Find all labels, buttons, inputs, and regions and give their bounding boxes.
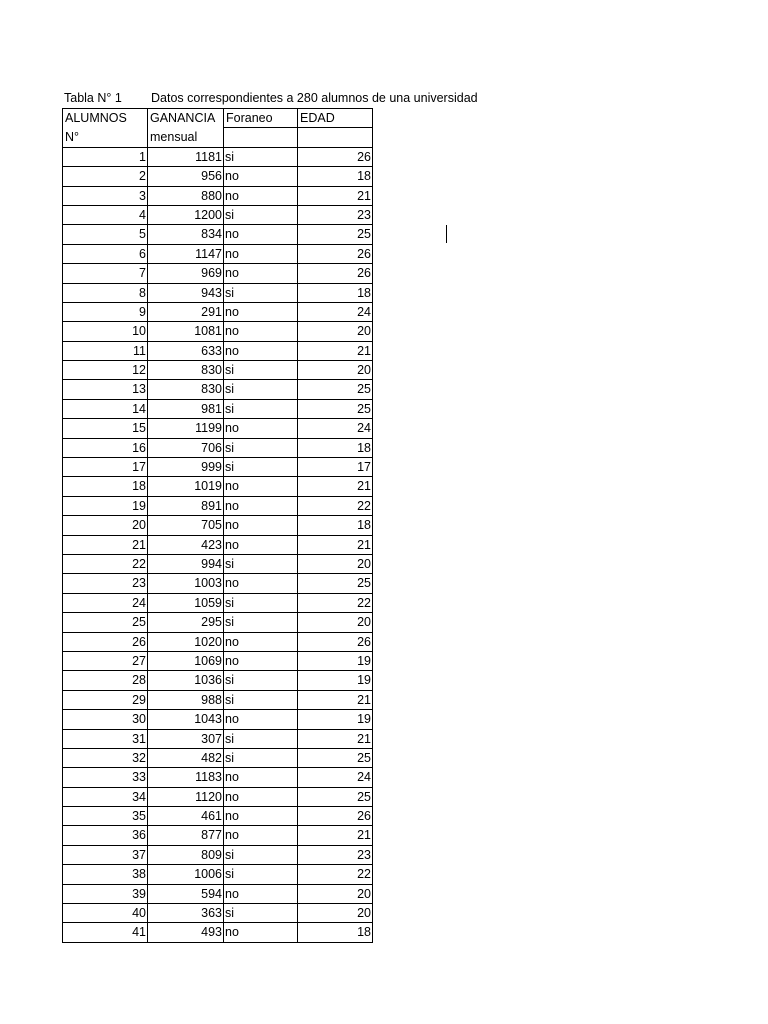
cell-foraneo: no bbox=[224, 497, 298, 516]
cell-alumno-number: 31 bbox=[62, 730, 148, 749]
cell-foraneo: no bbox=[224, 264, 298, 283]
cell-edad: 20 bbox=[298, 904, 373, 923]
table-row bbox=[62, 691, 373, 710]
cell-alumno-number: 32 bbox=[62, 749, 148, 768]
cell-foraneo: si bbox=[224, 691, 298, 710]
cell-foraneo: si bbox=[224, 555, 298, 574]
table-row bbox=[62, 167, 373, 186]
cell-edad: 25 bbox=[298, 380, 373, 399]
cell-foraneo: si bbox=[224, 594, 298, 613]
cell-alumno-number: 24 bbox=[62, 594, 148, 613]
data-table bbox=[62, 108, 373, 943]
table-row bbox=[62, 342, 373, 361]
cell-foraneo: no bbox=[224, 516, 298, 535]
table-row bbox=[62, 322, 373, 341]
cell-alumno-number: 4 bbox=[62, 206, 148, 225]
cell-ganancia-mensual: 956 bbox=[148, 167, 224, 186]
cell-alumno-number: 18 bbox=[62, 477, 148, 496]
table-row bbox=[62, 380, 373, 399]
cell-alumno-number: 6 bbox=[62, 245, 148, 264]
table-row bbox=[62, 613, 373, 632]
cell-edad: 19 bbox=[298, 710, 373, 729]
text-cursor bbox=[446, 225, 447, 243]
table-row bbox=[62, 536, 373, 555]
cell-edad: 25 bbox=[298, 400, 373, 419]
cell-edad: 21 bbox=[298, 477, 373, 496]
cell-ganancia-mensual: 830 bbox=[148, 361, 224, 380]
cell-ganancia-mensual: 880 bbox=[148, 187, 224, 206]
cell-alumno-number: 30 bbox=[62, 710, 148, 729]
header-alumnos: ALUMNOS bbox=[62, 109, 148, 128]
table-row bbox=[62, 458, 373, 477]
cell-foraneo: no bbox=[224, 419, 298, 438]
cell-ganancia-mensual: 423 bbox=[148, 536, 224, 555]
cell-edad: 23 bbox=[298, 206, 373, 225]
cell-ganancia-mensual: 1036 bbox=[148, 671, 224, 690]
cell-foraneo: no bbox=[224, 710, 298, 729]
cell-alumno-number: 5 bbox=[62, 225, 148, 244]
cell-edad: 19 bbox=[298, 652, 373, 671]
cell-edad: 22 bbox=[298, 497, 373, 516]
cell-alumno-number: 33 bbox=[62, 768, 148, 787]
cell-alumno-number: 12 bbox=[62, 361, 148, 380]
cell-ganancia-mensual: 1200 bbox=[148, 206, 224, 225]
cell-edad: 20 bbox=[298, 613, 373, 632]
cell-edad: 21 bbox=[298, 826, 373, 845]
cell-ganancia-mensual: 809 bbox=[148, 846, 224, 865]
cell-edad: 26 bbox=[298, 245, 373, 264]
cell-ganancia-mensual: 943 bbox=[148, 284, 224, 303]
cell-edad: 25 bbox=[298, 749, 373, 768]
cell-foraneo: si bbox=[224, 671, 298, 690]
cell-edad: 26 bbox=[298, 807, 373, 826]
cell-foraneo: si bbox=[224, 284, 298, 303]
cell-ganancia-mensual: 1199 bbox=[148, 419, 224, 438]
table-row bbox=[62, 749, 373, 768]
table-caption: Datos correspondientes a 280 alumnos de una universidad bbox=[151, 91, 478, 105]
cell-ganancia-mensual: 363 bbox=[148, 904, 224, 923]
cell-edad: 24 bbox=[298, 768, 373, 787]
cell-edad: 18 bbox=[298, 923, 373, 942]
cell-edad: 26 bbox=[298, 148, 373, 167]
cell-foraneo: no bbox=[224, 342, 298, 361]
cell-foraneo: si bbox=[224, 613, 298, 632]
cell-foraneo: no bbox=[224, 322, 298, 341]
cell-edad: 20 bbox=[298, 885, 373, 904]
table-row bbox=[62, 788, 373, 807]
header-foraneo-empty bbox=[224, 128, 298, 147]
cell-ganancia-mensual: 834 bbox=[148, 225, 224, 244]
table-row bbox=[62, 419, 373, 438]
cell-edad: 22 bbox=[298, 865, 373, 884]
table-row bbox=[62, 807, 373, 826]
cell-foraneo: no bbox=[224, 633, 298, 652]
table-row bbox=[62, 652, 373, 671]
table-row bbox=[62, 264, 373, 283]
cell-edad: 21 bbox=[298, 691, 373, 710]
cell-alumno-number: 34 bbox=[62, 788, 148, 807]
cell-edad: 21 bbox=[298, 342, 373, 361]
cell-edad: 24 bbox=[298, 303, 373, 322]
cell-alumno-number: 11 bbox=[62, 342, 148, 361]
cell-edad: 25 bbox=[298, 574, 373, 593]
cell-ganancia-mensual: 295 bbox=[148, 613, 224, 632]
cell-edad: 18 bbox=[298, 284, 373, 303]
cell-alumno-number: 39 bbox=[62, 885, 148, 904]
cell-edad: 25 bbox=[298, 225, 373, 244]
cell-foraneo: no bbox=[224, 885, 298, 904]
cell-ganancia-mensual: 1019 bbox=[148, 477, 224, 496]
cell-foraneo: no bbox=[224, 807, 298, 826]
cell-foraneo: no bbox=[224, 923, 298, 942]
cell-ganancia-mensual: 1043 bbox=[148, 710, 224, 729]
cell-ganancia-mensual: 1081 bbox=[148, 322, 224, 341]
cell-foraneo: si bbox=[224, 749, 298, 768]
cell-foraneo: no bbox=[224, 652, 298, 671]
table-row bbox=[62, 885, 373, 904]
cell-edad: 18 bbox=[298, 439, 373, 458]
cell-ganancia-mensual: 1147 bbox=[148, 245, 224, 264]
cell-ganancia-mensual: 291 bbox=[148, 303, 224, 322]
cell-alumno-number: 27 bbox=[62, 652, 148, 671]
cell-edad: 21 bbox=[298, 187, 373, 206]
cell-foraneo: no bbox=[224, 574, 298, 593]
cell-alumno-number: 7 bbox=[62, 264, 148, 283]
cell-alumno-number: 38 bbox=[62, 865, 148, 884]
cell-edad: 20 bbox=[298, 555, 373, 574]
table-row bbox=[62, 594, 373, 613]
table-row bbox=[62, 245, 373, 264]
table-row bbox=[62, 768, 373, 787]
cell-foraneo: si bbox=[224, 865, 298, 884]
table-row bbox=[62, 730, 373, 749]
cell-ganancia-mensual: 493 bbox=[148, 923, 224, 942]
cell-ganancia-mensual: 994 bbox=[148, 555, 224, 574]
cell-edad: 22 bbox=[298, 594, 373, 613]
cell-ganancia-mensual: 969 bbox=[148, 264, 224, 283]
cell-ganancia-mensual: 633 bbox=[148, 342, 224, 361]
cell-edad: 26 bbox=[298, 264, 373, 283]
cell-foraneo: no bbox=[224, 768, 298, 787]
table-row bbox=[62, 477, 373, 496]
cell-ganancia-mensual: 705 bbox=[148, 516, 224, 535]
cell-alumno-number: 28 bbox=[62, 671, 148, 690]
table-row bbox=[62, 710, 373, 729]
cell-edad: 23 bbox=[298, 846, 373, 865]
cell-alumno-number: 20 bbox=[62, 516, 148, 535]
table-row bbox=[62, 361, 373, 380]
cell-foraneo: si bbox=[224, 148, 298, 167]
cell-foraneo: si bbox=[224, 458, 298, 477]
table-row bbox=[62, 846, 373, 865]
cell-alumno-number: 29 bbox=[62, 691, 148, 710]
cell-edad: 17 bbox=[298, 458, 373, 477]
cell-foraneo: no bbox=[224, 187, 298, 206]
cell-ganancia-mensual: 999 bbox=[148, 458, 224, 477]
cell-edad: 26 bbox=[298, 633, 373, 652]
cell-ganancia-mensual: 307 bbox=[148, 730, 224, 749]
cell-ganancia-mensual: 461 bbox=[148, 807, 224, 826]
table-row bbox=[62, 439, 373, 458]
cell-edad: 25 bbox=[298, 788, 373, 807]
cell-foraneo: si bbox=[224, 904, 298, 923]
cell-alumno-number: 23 bbox=[62, 574, 148, 593]
header-foraneo: Foraneo bbox=[224, 109, 298, 128]
table-row bbox=[62, 574, 373, 593]
table-header-row bbox=[62, 109, 373, 128]
cell-foraneo: no bbox=[224, 245, 298, 264]
table-row bbox=[62, 633, 373, 652]
table-body bbox=[62, 148, 373, 943]
cell-alumno-number: 35 bbox=[62, 807, 148, 826]
cell-edad: 21 bbox=[298, 536, 373, 555]
header-ganancia-mensual: mensual bbox=[148, 128, 224, 147]
cell-alumno-number: 3 bbox=[62, 187, 148, 206]
cell-foraneo: no bbox=[224, 225, 298, 244]
table-number-label: Tabla N° 1 bbox=[64, 91, 122, 105]
table-row bbox=[62, 555, 373, 574]
cell-alumno-number: 21 bbox=[62, 536, 148, 555]
cell-alumno-number: 13 bbox=[62, 380, 148, 399]
table-row bbox=[62, 497, 373, 516]
table-row bbox=[62, 284, 373, 303]
cell-alumno-number: 19 bbox=[62, 497, 148, 516]
cell-alumno-number: 40 bbox=[62, 904, 148, 923]
cell-ganancia-mensual: 981 bbox=[148, 400, 224, 419]
cell-edad: 18 bbox=[298, 167, 373, 186]
cell-edad: 21 bbox=[298, 730, 373, 749]
header-edad: EDAD bbox=[298, 109, 373, 128]
header-edad-empty bbox=[298, 128, 373, 147]
cell-foraneo: si bbox=[224, 846, 298, 865]
cell-ganancia-mensual: 1069 bbox=[148, 652, 224, 671]
cell-foraneo: si bbox=[224, 206, 298, 225]
header-alumnos-number: N° bbox=[62, 128, 148, 147]
cell-alumno-number: 17 bbox=[62, 458, 148, 477]
cell-foraneo: si bbox=[224, 439, 298, 458]
cell-alumno-number: 25 bbox=[62, 613, 148, 632]
cell-alumno-number: 37 bbox=[62, 846, 148, 865]
table-row bbox=[62, 225, 373, 244]
cell-foraneo: si bbox=[224, 361, 298, 380]
cell-alumno-number: 15 bbox=[62, 419, 148, 438]
cell-foraneo: si bbox=[224, 730, 298, 749]
cell-alumno-number: 36 bbox=[62, 826, 148, 845]
cell-ganancia-mensual: 482 bbox=[148, 749, 224, 768]
header-ganancia: GANANCIA bbox=[148, 109, 224, 128]
cell-alumno-number: 8 bbox=[62, 284, 148, 303]
table-row bbox=[62, 923, 373, 942]
cell-ganancia-mensual: 877 bbox=[148, 826, 224, 845]
cell-edad: 19 bbox=[298, 671, 373, 690]
cell-ganancia-mensual: 1006 bbox=[148, 865, 224, 884]
cell-ganancia-mensual: 891 bbox=[148, 497, 224, 516]
cell-ganancia-mensual: 594 bbox=[148, 885, 224, 904]
table-row bbox=[62, 865, 373, 884]
cell-foraneo: no bbox=[224, 536, 298, 555]
cell-alumno-number: 16 bbox=[62, 439, 148, 458]
cell-edad: 24 bbox=[298, 419, 373, 438]
cell-ganancia-mensual: 1059 bbox=[148, 594, 224, 613]
cell-foraneo: no bbox=[224, 477, 298, 496]
table-row bbox=[62, 206, 373, 225]
cell-ganancia-mensual: 1020 bbox=[148, 633, 224, 652]
cell-foraneo: no bbox=[224, 167, 298, 186]
table-row bbox=[62, 516, 373, 535]
cell-alumno-number: 9 bbox=[62, 303, 148, 322]
cell-ganancia-mensual: 1003 bbox=[148, 574, 224, 593]
cell-foraneo: no bbox=[224, 788, 298, 807]
cell-edad: 20 bbox=[298, 322, 373, 341]
table-row bbox=[62, 400, 373, 419]
cell-alumno-number: 26 bbox=[62, 633, 148, 652]
cell-ganancia-mensual: 830 bbox=[148, 380, 224, 399]
cell-foraneo: no bbox=[224, 826, 298, 845]
table-header-row-2 bbox=[62, 128, 373, 147]
table-row bbox=[62, 904, 373, 923]
cell-foraneo: no bbox=[224, 303, 298, 322]
table-row bbox=[62, 187, 373, 206]
cell-foraneo: si bbox=[224, 400, 298, 419]
cell-ganancia-mensual: 1120 bbox=[148, 788, 224, 807]
table-row bbox=[62, 303, 373, 322]
cell-ganancia-mensual: 1183 bbox=[148, 768, 224, 787]
cell-alumno-number: 2 bbox=[62, 167, 148, 186]
cell-alumno-number: 22 bbox=[62, 555, 148, 574]
cell-alumno-number: 10 bbox=[62, 322, 148, 341]
cell-alumno-number: 41 bbox=[62, 923, 148, 942]
table-row bbox=[62, 148, 373, 167]
cell-ganancia-mensual: 1181 bbox=[148, 148, 224, 167]
cell-alumno-number: 14 bbox=[62, 400, 148, 419]
table-row bbox=[62, 826, 373, 845]
cell-ganancia-mensual: 988 bbox=[148, 691, 224, 710]
cell-ganancia-mensual: 706 bbox=[148, 439, 224, 458]
cell-edad: 18 bbox=[298, 516, 373, 535]
cell-foraneo: si bbox=[224, 380, 298, 399]
table-row bbox=[62, 671, 373, 690]
cell-edad: 20 bbox=[298, 361, 373, 380]
cell-alumno-number: 1 bbox=[62, 148, 148, 167]
